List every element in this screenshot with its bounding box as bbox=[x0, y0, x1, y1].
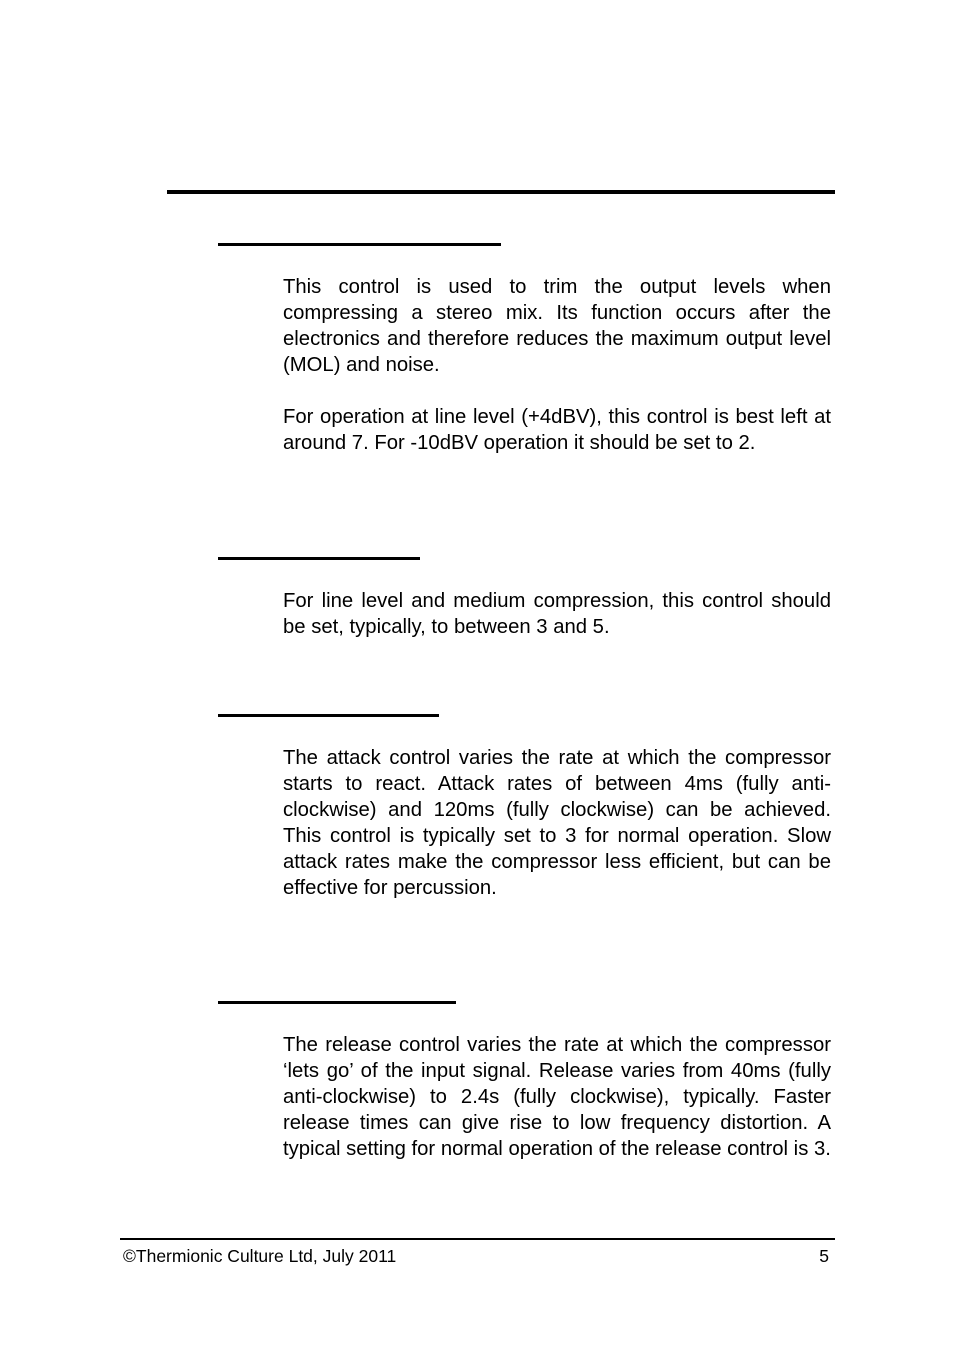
section-paragraph: For line level and medium compression, this control should be set, typically, to between 3 and 5. bbox=[283, 590, 831, 638]
section-paragraph: The release control varies the rate at which the compressor ‘lets go’ of the input signal. Release varies from 40ms (fully anti-clockwise) to 2.4s (fully clockwise), typically. Faster release times can give rise to low frequency distortion. A typical setting for normal operation of the release control is 3. bbox=[283, 1034, 831, 1160]
section-heading-rule bbox=[218, 1001, 456, 1004]
section-paragraph: This control is used to trim the output levels when compressing a stereo mix. Its function occurs after the electronics and therefore reduces the maximum output level (MOL) and noise. bbox=[283, 276, 831, 376]
footer-copyright: ©Thermionic Culture Ltd, July 2011 bbox=[123, 1246, 397, 1266]
section-paragraph: For operation at line level (+4dBV), this control is best left at around 7. For -10dBV operation it should be set to 2. bbox=[283, 406, 831, 454]
section-heading-rule bbox=[218, 557, 420, 560]
section-heading-rule bbox=[218, 714, 439, 717]
section-paragraph: The attack control varies the rate at which the compressor starts to react. Attack rates of between 4ms (fully anti-clockwise) and 120ms (fully clockwise) can be achieved. This control is typically set to 3 for normal operation. Slow attack rates make the compressor less efficient, but can be effective for percussion. bbox=[283, 747, 831, 899]
top-rule bbox=[167, 190, 835, 194]
footer-rule bbox=[120, 1238, 835, 1240]
section-heading-rule bbox=[218, 243, 501, 246]
page-number: 5 bbox=[819, 1246, 829, 1266]
